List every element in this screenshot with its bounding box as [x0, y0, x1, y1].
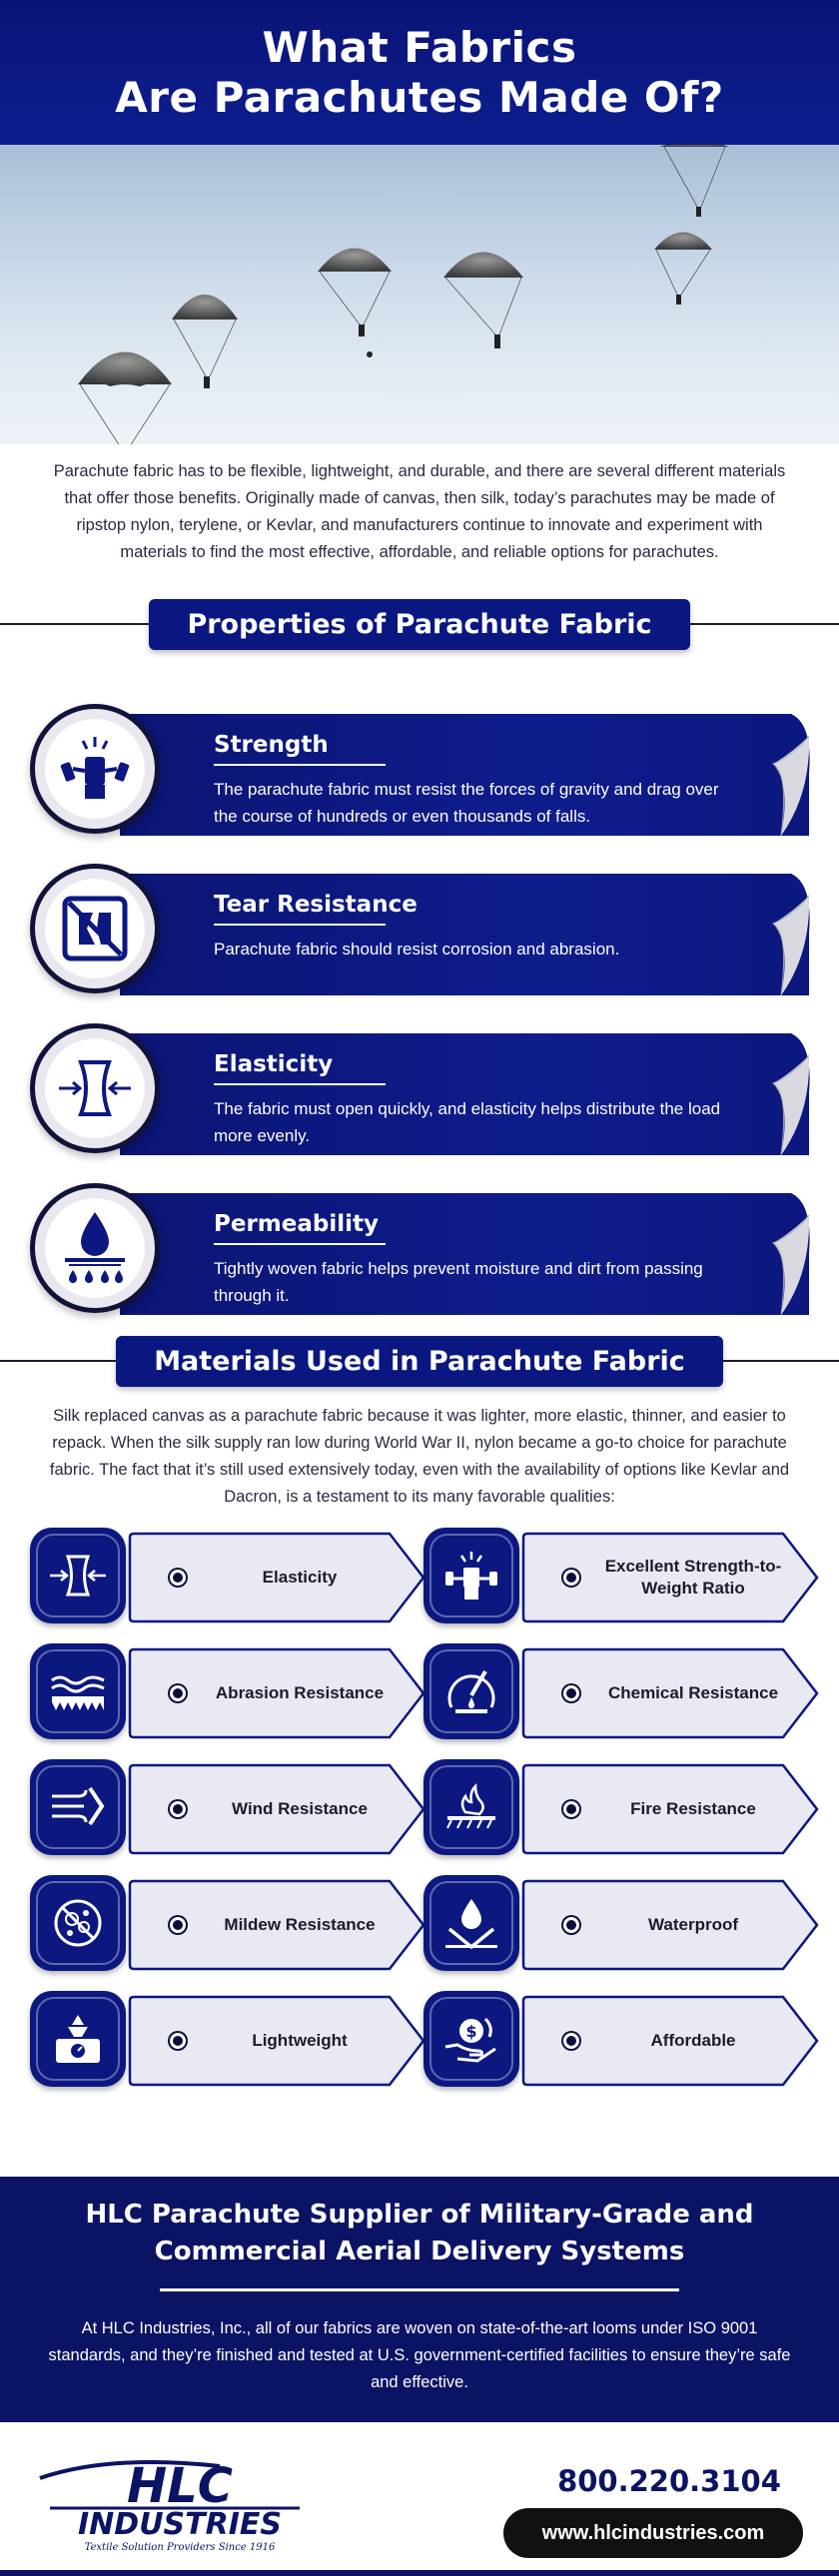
tag-hole	[563, 2033, 579, 2049]
material-label: Excellent Strength-to-Weight Ratio	[604, 1557, 782, 1598]
parachute-3	[318, 249, 392, 337]
material-icon-box	[30, 1991, 126, 2087]
hlc-title	[0, 2177, 839, 2270]
property-title: Tear Resistance	[214, 892, 418, 918]
material-icon-box	[30, 1875, 126, 1971]
tag-hole	[563, 1917, 579, 1933]
tag-hole	[170, 1801, 186, 1817]
material-icon-box	[423, 1759, 519, 1855]
material-chemical-resistance	[423, 1643, 823, 1739]
material-icon-box	[423, 1875, 519, 1971]
properties-section-header	[0, 592, 839, 656]
elasticity-icon	[55, 1048, 135, 1128]
page-curl-decoration	[751, 1033, 811, 1155]
property-description: Parachute fabric should resist corrosion and abrasion.	[214, 940, 620, 959]
tag-hole	[170, 1685, 186, 1701]
hlc-supplier-section	[0, 2177, 839, 2416]
tag-hole	[170, 1917, 186, 1933]
page-curl-decoration	[751, 1193, 811, 1315]
parachute-4	[443, 253, 523, 349]
property-underline	[214, 1083, 386, 1085]
property-elasticity	[0, 1015, 839, 1175]
material-icon-box	[423, 1528, 519, 1623]
material-icon-box	[30, 1643, 126, 1739]
tear-resistance-icon	[55, 889, 135, 968]
material-affordable	[423, 1991, 823, 2087]
tag-hole	[563, 1801, 579, 1817]
property-strength	[0, 696, 839, 856]
parachute-1	[78, 352, 172, 445]
material-label: Chemical Resistance	[607, 1683, 779, 1702]
website-link[interactable]: www.hlcindustries.com	[503, 2508, 803, 2558]
material-label: Affordable	[650, 2031, 736, 2050]
materials-section-header	[0, 1329, 839, 1393]
parachute-5	[654, 233, 712, 306]
properties-title: Properties of Parachute Fabric	[149, 599, 689, 650]
property-permeability	[0, 1175, 839, 1335]
material-elasticity	[30, 1528, 429, 1623]
tag-hole	[563, 1685, 579, 1701]
properties-list	[0, 656, 839, 1335]
title-line-1: What Fabrics	[262, 22, 577, 72]
hlc-industries-logo[interactable]	[30, 2448, 320, 2558]
footer-bottom-bar	[0, 2570, 839, 2576]
parachute-2	[172, 295, 238, 388]
tag-hole	[170, 1570, 186, 1586]
material-mildew-resistance	[30, 1875, 429, 1971]
property-underline	[214, 1243, 386, 1245]
parachute-6	[659, 145, 729, 217]
property-description: The fabric must open quickly, and elasticity helps distribute the load more evenly.	[214, 1099, 721, 1145]
strength-icon-circle	[30, 704, 160, 834]
property-description: Tightly woven fabric helps prevent moisture and dirt from passing through it.	[214, 1259, 703, 1305]
materials-title: Materials Used in Parachute Fabric	[116, 1336, 723, 1387]
materials-intro: Silk replaced canvas as a parachute fabric because it was lighter, more elastic, thinner, and easier to repack. When the silk supply ran low during World War II, nylon became a go-to choice for parachute fabric. The fact that it’s still used extensively today, even with the availability of options like Kevlar and Dacron, is a testament to its many favorable qualities:	[49, 1407, 790, 1506]
hlc-title-line-1: HLC Parachute Supplier of Military-Grade and	[85, 2200, 754, 2230]
material-waterproof	[423, 1875, 823, 1971]
hlc-text: At HLC Industries, Inc., all of our fabrics are woven on state-of-the-art looms under ISO 9001 standards, and they’re finished and tested at U.S. government-certified facilities to ensure they’re safe and effective.	[48, 2319, 791, 2391]
property-tear-resistance	[0, 856, 839, 1015]
material-icon-box	[423, 1991, 519, 2087]
property-underline	[214, 924, 386, 926]
footer-top-bar	[0, 2416, 839, 2422]
permeability-icon-circle	[30, 1183, 160, 1313]
property-underline	[214, 764, 386, 766]
material-abrasion-resistance	[30, 1643, 429, 1739]
property-title: Permeability	[214, 1211, 379, 1237]
material-label: Mildew Resistance	[224, 1915, 376, 1934]
logo-tagline: Textile Solution Providers Since 1916	[84, 2542, 276, 2553]
material-icon-box	[423, 1643, 519, 1739]
hlc-title-line-2: Commercial Aerial Delivery Systems	[154, 2237, 685, 2266]
parachutes-illustration	[0, 145, 839, 444]
materials-grid	[0, 1528, 839, 2107]
intro-paragraph: Parachute fabric has to be flexible, lightweight, and durable, and there are several different materials that offer those benefits. Originally made of canvas, then silk, today’s parachutes may be made of ripstop nylon, terylene, or Kevlar, and manufacturers continue to innovate and experiment with materials to find the most effective, affordable, and reliable options for parachutes.	[53, 462, 786, 561]
property-description: The parachute fabric must resist the forces of gravity and drag over the course of hundreds or even thousands of falls.	[214, 780, 719, 826]
material-label: Fire Resistance	[630, 1799, 756, 1818]
svg-text:$: $	[465, 2022, 477, 2041]
tag-hole	[170, 2033, 186, 2049]
footer	[0, 2416, 839, 2576]
logo-main-text: HLC	[127, 2458, 233, 2514]
property-title: Elasticity	[214, 1051, 334, 1077]
strength-icon	[55, 729, 135, 809]
hero-parachutes-image	[0, 145, 839, 444]
material-icon-box	[30, 1528, 126, 1623]
material-lightweight	[30, 1991, 429, 2087]
title-line-2: Are Parachutes Made Of?	[115, 72, 724, 122]
material-label: Lightweight	[252, 2031, 348, 2050]
material-label: Abrasion Resistance	[215, 1683, 385, 1702]
phone-number[interactable]: 800.220.3104	[557, 2464, 781, 2498]
material-icon-box	[30, 1759, 126, 1855]
page-header	[0, 0, 839, 145]
page-curl-decoration	[751, 874, 811, 995]
page-curl-decoration	[751, 714, 811, 836]
material-wind-resistance	[30, 1759, 429, 1855]
material-label: Elasticity	[262, 1568, 338, 1587]
logo-sub-text: INDUSTRIES	[78, 2507, 282, 2542]
elasticity-icon-circle	[30, 1023, 160, 1153]
property-title: Strength	[214, 732, 329, 758]
material-strength-to-weight	[423, 1528, 823, 1623]
permeability-icon	[55, 1208, 135, 1288]
material-label: Waterproof	[647, 1915, 739, 1934]
tag-hole	[563, 1570, 579, 1586]
material-fire-resistance	[423, 1759, 823, 1855]
tear-resistance-icon-circle	[30, 864, 160, 993]
material-label: Wind Resistance	[232, 1799, 368, 1818]
page-title	[115, 23, 723, 123]
